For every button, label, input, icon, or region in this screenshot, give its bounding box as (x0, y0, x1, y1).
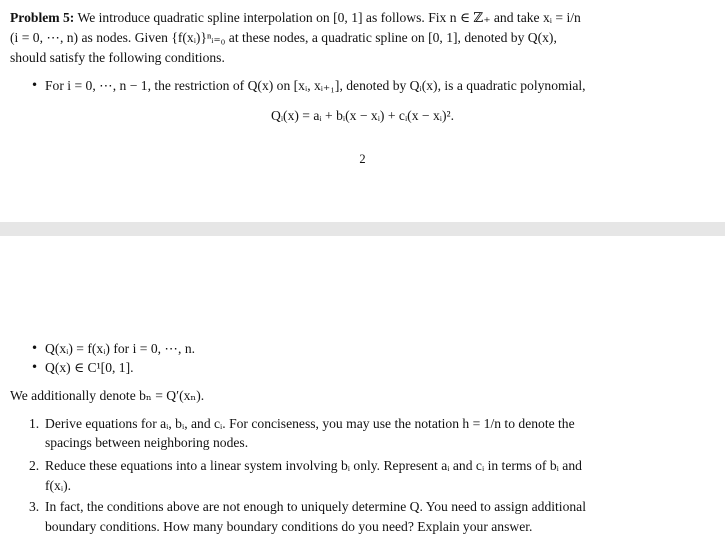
page-number: 2 (359, 152, 366, 166)
question-1-line-2: spacings between neighboring nodes. (45, 435, 249, 450)
bullet-restriction: For i = 0, ⋯, n − 1, the restriction of Q(x) on [xᵢ, xᵢ₊₁], denoted by Qᵢ(x), is a quadratic polynomial, (45, 78, 586, 93)
question-3-line-2: boundary conditions. How many boundary conditions do you need? Explain your answer. (45, 519, 533, 534)
bullet-interpolation: Q(xᵢ) = f(xᵢ) for i = 0, ⋯, n. (45, 341, 196, 356)
bullet-dot: • (31, 360, 39, 374)
bullet-dot: • (31, 78, 39, 92)
intro-text-1: We introduce quadratic spline interpolation on [0, 1] as follows. Fix n ∈ ℤ₊ and take xᵢ = i/n (77, 10, 581, 25)
question-1-line-1: Derive equations for aᵢ, bᵢ, and cᵢ. For conciseness, you may use the notation h = 1/n to denote the (45, 416, 575, 431)
intro-line-1 (10, 9, 581, 26)
question-2-line-1: Reduce these equations into a linear system involving bᵢ only. Represent aᵢ and cᵢ in terms of bᵢ and (45, 458, 582, 473)
bullet-smoothness: Q(x) ∈ C¹[0, 1]. (45, 360, 134, 375)
spline-equation: Qᵢ(x) = aᵢ + bᵢ(x − xᵢ) + cᵢ(x − xᵢ)². (271, 108, 454, 123)
bullet-dot: • (31, 341, 39, 355)
item-number: 2. (29, 458, 40, 473)
question-3-line-1: In fact, the conditions above are not enough to uniquely determine Q. You need to assign additional (45, 499, 586, 514)
page-upper (0, 0, 725, 222)
problem-label: Problem 5: (10, 10, 75, 25)
intro-line-3: should satisfy the following conditions. (10, 50, 225, 65)
item-number: 3. (29, 499, 40, 514)
additional-notation: We additionally denote bₙ = Q′(xₙ). (10, 388, 205, 403)
page-lower (0, 236, 725, 543)
intro-line-2: (i = 0, ⋯, n) as nodes. Given {f(xᵢ)}ⁿᵢ₌₀ at these nodes, a quadratic spline on [0, 1], denoted by Q(x), (10, 30, 557, 45)
page-separator (0, 222, 725, 236)
item-number: 1. (29, 416, 40, 431)
question-2-line-2: f(xᵢ). (45, 478, 71, 493)
